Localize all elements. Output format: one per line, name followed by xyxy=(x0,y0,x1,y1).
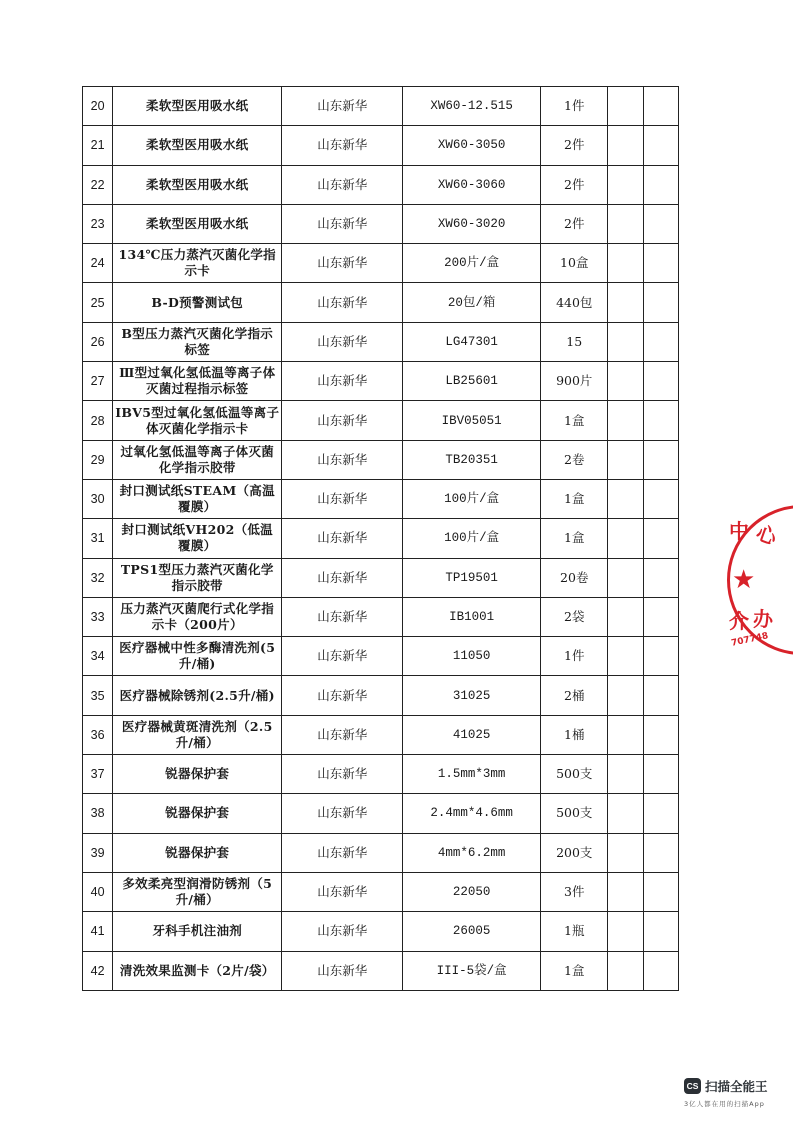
quantity-cell: 2件 xyxy=(541,204,608,243)
row-number-cell: 42 xyxy=(83,951,113,990)
item-name-cell: 柔软型医用吸水纸 xyxy=(113,204,282,243)
table-row xyxy=(83,204,679,243)
blank-cell-2 xyxy=(643,244,678,283)
item-name-cell: B-D预警测试包 xyxy=(113,283,282,322)
blank-cell-2 xyxy=(643,401,678,440)
blank-cell-1 xyxy=(608,322,643,361)
blank-cell-1 xyxy=(608,912,643,951)
manufacturer-cell: 山东新华 xyxy=(282,755,403,794)
spec-cell: XW60-3060 xyxy=(403,165,541,204)
spec-cell: 31025 xyxy=(403,676,541,715)
row-number-cell: 20 xyxy=(83,87,113,126)
row-number-cell: 25 xyxy=(83,283,113,322)
manufacturer-cell: 山东新华 xyxy=(282,872,403,911)
row-number-cell: 35 xyxy=(83,676,113,715)
row-number-cell: 39 xyxy=(83,833,113,872)
item-name-cell: 多效柔亮型润滑防锈剂（5升/桶） xyxy=(113,872,282,911)
spec-cell: IB1001 xyxy=(403,597,541,636)
item-name-cell: 锐器保护套 xyxy=(113,755,282,794)
manufacturer-cell: 山东新华 xyxy=(282,597,403,636)
quantity-cell: 500支 xyxy=(541,794,608,833)
blank-cell-1 xyxy=(608,204,643,243)
spec-cell: 11050 xyxy=(403,637,541,676)
spec-cell: 20包/箱 xyxy=(403,283,541,322)
quantity-cell: 1盒 xyxy=(541,479,608,518)
seal-char: 办 xyxy=(753,607,773,631)
table-row xyxy=(83,519,679,558)
table-row xyxy=(83,283,679,322)
table-row xyxy=(83,872,679,911)
row-number-cell: 36 xyxy=(83,715,113,754)
row-number-cell: 30 xyxy=(83,479,113,518)
item-name-cell: B型压力蒸汽灭菌化学指示标签 xyxy=(113,322,282,361)
manufacturer-cell: 山东新华 xyxy=(282,362,403,401)
spec-cell: XW60-3020 xyxy=(403,204,541,243)
table-row xyxy=(83,126,679,165)
quantity-cell: 15 xyxy=(541,322,608,361)
blank-cell-2 xyxy=(643,362,678,401)
seal-char: 中 xyxy=(729,519,749,543)
row-number-cell: 38 xyxy=(83,794,113,833)
item-name-cell: 医疗器械黄斑清洗剂（2.5升/桶） xyxy=(113,715,282,754)
quantity-cell: 200支 xyxy=(541,833,608,872)
row-number-cell: 33 xyxy=(83,597,113,636)
camscanner-watermark xyxy=(684,1078,789,1114)
blank-cell-2 xyxy=(643,322,678,361)
quantity-cell: 1件 xyxy=(541,87,608,126)
item-name-cell: 锐器保护套 xyxy=(113,794,282,833)
blank-cell-2 xyxy=(643,676,678,715)
manufacturer-cell: 山东新华 xyxy=(282,951,403,990)
blank-cell-1 xyxy=(608,794,643,833)
item-name-cell: 锐器保护套 xyxy=(113,833,282,872)
blank-cell-2 xyxy=(643,204,678,243)
row-number-cell: 29 xyxy=(83,440,113,479)
row-number-cell: 32 xyxy=(83,558,113,597)
spec-cell: 1.5mm*3mm xyxy=(403,755,541,794)
quantity-cell: 10盒 xyxy=(541,244,608,283)
blank-cell-1 xyxy=(608,597,643,636)
quantity-cell: 1盒 xyxy=(541,401,608,440)
quantity-cell: 20卷 xyxy=(541,558,608,597)
table-row xyxy=(83,794,679,833)
manufacturer-cell: 山东新华 xyxy=(282,165,403,204)
manufacturer-cell: 山东新华 xyxy=(282,637,403,676)
row-number-cell: 23 xyxy=(83,204,113,243)
item-name-cell: Ⅲ型过氧化氢低温等离子体灭菌过程指示标签 xyxy=(113,362,282,401)
spec-cell: 4mm*6.2mm xyxy=(403,833,541,872)
item-name-cell: 柔软型医用吸水纸 xyxy=(113,126,282,165)
quantity-cell: 440包 xyxy=(541,283,608,322)
spec-cell: 22050 xyxy=(403,872,541,911)
table-row xyxy=(83,322,679,361)
row-number-cell: 28 xyxy=(83,401,113,440)
quantity-cell: 500支 xyxy=(541,755,608,794)
table-row xyxy=(83,401,679,440)
manufacturer-cell: 山东新华 xyxy=(282,401,403,440)
quantity-cell: 2桶 xyxy=(541,676,608,715)
blank-cell-1 xyxy=(608,755,643,794)
quantity-cell: 1瓶 xyxy=(541,912,608,951)
manufacturer-cell: 山东新华 xyxy=(282,440,403,479)
table-row xyxy=(83,715,679,754)
blank-cell-1 xyxy=(608,165,643,204)
item-name-cell: IBV5型过氧化氢低温等离子体灭菌化学指示卡 xyxy=(113,401,282,440)
blank-cell-1 xyxy=(608,558,643,597)
manufacturer-cell: 山东新华 xyxy=(282,322,403,361)
quantity-cell: 2卷 xyxy=(541,440,608,479)
official-red-seal xyxy=(727,505,793,655)
blank-cell-2 xyxy=(643,440,678,479)
row-number-cell: 21 xyxy=(83,126,113,165)
blank-cell-1 xyxy=(608,362,643,401)
manufacturer-cell: 山东新华 xyxy=(282,244,403,283)
table-row xyxy=(83,87,679,126)
blank-cell-2 xyxy=(643,283,678,322)
blank-cell-1 xyxy=(608,833,643,872)
item-name-cell: 134℃压力蒸汽灭菌化学指示卡 xyxy=(113,244,282,283)
quantity-cell: 900片 xyxy=(541,362,608,401)
table-row xyxy=(83,597,679,636)
watermark-subtitle: 3亿人都在用的扫描App xyxy=(684,1100,765,1108)
row-number-cell: 34 xyxy=(83,637,113,676)
blank-cell-1 xyxy=(608,479,643,518)
quantity-cell: 2件 xyxy=(541,126,608,165)
manufacturer-cell: 山东新华 xyxy=(282,87,403,126)
camscanner-logo-icon: CS xyxy=(684,1078,701,1094)
quantity-cell: 1盒 xyxy=(541,951,608,990)
manufacturer-cell: 山东新华 xyxy=(282,912,403,951)
table-row xyxy=(83,951,679,990)
blank-cell-1 xyxy=(608,87,643,126)
manufacturer-cell: 山东新华 xyxy=(282,558,403,597)
quantity-cell: 1盒 xyxy=(541,519,608,558)
row-number-cell: 22 xyxy=(83,165,113,204)
blank-cell-2 xyxy=(643,872,678,911)
spec-cell: 100片/盒 xyxy=(403,479,541,518)
manufacturer-cell: 山东新华 xyxy=(282,794,403,833)
table-row xyxy=(83,479,679,518)
manufacturer-cell: 山东新华 xyxy=(282,283,403,322)
blank-cell-1 xyxy=(608,676,643,715)
table-row xyxy=(83,912,679,951)
spec-cell: LG47301 xyxy=(403,322,541,361)
row-number-cell: 24 xyxy=(83,244,113,283)
manufacturer-cell: 山东新华 xyxy=(282,833,403,872)
table-row xyxy=(83,244,679,283)
blank-cell-2 xyxy=(643,794,678,833)
quantity-cell: 3件 xyxy=(541,872,608,911)
table-row xyxy=(83,833,679,872)
row-number-cell: 41 xyxy=(83,912,113,951)
spec-cell: LB25601 xyxy=(403,362,541,401)
blank-cell-1 xyxy=(608,283,643,322)
blank-cell-1 xyxy=(608,519,643,558)
item-name-cell: 医疗器械除锈剂(2.5升/桶) xyxy=(113,676,282,715)
table-row xyxy=(83,558,679,597)
item-name-cell: 医疗器械中性多酶清洗剂(5升/桶) xyxy=(113,637,282,676)
blank-cell-1 xyxy=(608,440,643,479)
blank-cell-2 xyxy=(643,637,678,676)
quantity-cell: 2件 xyxy=(541,165,608,204)
watermark-title: 扫描全能王 xyxy=(705,1079,768,1094)
spec-cell: III-5袋/盒 xyxy=(403,951,541,990)
row-number-cell: 37 xyxy=(83,755,113,794)
blank-cell-2 xyxy=(643,597,678,636)
table-row xyxy=(83,165,679,204)
spec-cell: 200片/盒 xyxy=(403,244,541,283)
item-name-cell: 清洗效果监测卡（2片/袋） xyxy=(113,951,282,990)
manufacturer-cell: 山东新华 xyxy=(282,715,403,754)
blank-cell-1 xyxy=(608,872,643,911)
spec-cell: XW60-12.515 xyxy=(403,87,541,126)
manufacturer-cell: 山东新华 xyxy=(282,126,403,165)
blank-cell-2 xyxy=(643,479,678,518)
spec-cell: TP19501 xyxy=(403,558,541,597)
blank-cell-2 xyxy=(643,87,678,126)
blank-cell-1 xyxy=(608,637,643,676)
quantity-cell: 1件 xyxy=(541,637,608,676)
row-number-cell: 26 xyxy=(83,322,113,361)
manufacturer-cell: 山东新华 xyxy=(282,676,403,715)
spec-cell: 100片/盒 xyxy=(403,519,541,558)
manufacturer-cell: 山东新华 xyxy=(282,479,403,518)
item-name-cell: 压力蒸汽灭菌爬行式化学指示卡（200片） xyxy=(113,597,282,636)
table-row xyxy=(83,755,679,794)
blank-cell-2 xyxy=(643,951,678,990)
item-name-cell: 过氧化氢低温等离子体灭菌化学指示胶带 xyxy=(113,440,282,479)
seal-code: 707748 xyxy=(730,631,770,649)
item-name-cell: 柔软型医用吸水纸 xyxy=(113,165,282,204)
item-name-cell: 牙科手机注油剂 xyxy=(113,912,282,951)
item-name-cell: 封口测试纸STEAM（高温覆膜） xyxy=(113,479,282,518)
inventory-table xyxy=(82,86,679,991)
spec-cell: 26005 xyxy=(403,912,541,951)
quantity-cell: 2袋 xyxy=(541,597,608,636)
blank-cell-1 xyxy=(608,126,643,165)
manufacturer-cell: 山东新华 xyxy=(282,204,403,243)
spec-cell: 41025 xyxy=(403,715,541,754)
blank-cell-1 xyxy=(608,951,643,990)
blank-cell-2 xyxy=(643,165,678,204)
manufacturer-cell: 山东新华 xyxy=(282,519,403,558)
quantity-cell: 1桶 xyxy=(541,715,608,754)
blank-cell-2 xyxy=(643,558,678,597)
spec-cell: 2.4mm*4.6mm xyxy=(403,794,541,833)
item-name-cell: TPS1型压力蒸汽灭菌化学指示胶带 xyxy=(113,558,282,597)
blank-cell-1 xyxy=(608,401,643,440)
blank-cell-2 xyxy=(643,126,678,165)
blank-cell-1 xyxy=(608,244,643,283)
seal-char: 介 xyxy=(729,609,749,633)
blank-cell-2 xyxy=(643,833,678,872)
table-row xyxy=(83,637,679,676)
row-number-cell: 27 xyxy=(83,362,113,401)
spec-cell: XW60-3050 xyxy=(403,126,541,165)
seal-star-icon: ★ xyxy=(732,565,756,595)
row-number-cell: 31 xyxy=(83,519,113,558)
row-number-cell: 40 xyxy=(83,872,113,911)
blank-cell-1 xyxy=(608,715,643,754)
spec-cell: IBV05051 xyxy=(403,401,541,440)
item-name-cell: 柔软型医用吸水纸 xyxy=(113,87,282,126)
blank-cell-2 xyxy=(643,519,678,558)
table-row xyxy=(83,362,679,401)
table-row xyxy=(83,676,679,715)
blank-cell-2 xyxy=(643,755,678,794)
spec-cell: TB20351 xyxy=(403,440,541,479)
blank-cell-2 xyxy=(643,715,678,754)
blank-cell-2 xyxy=(643,912,678,951)
seal-char: 心 xyxy=(752,520,780,550)
item-name-cell: 封口测试纸VH202（低温覆膜） xyxy=(113,519,282,558)
table-row xyxy=(83,440,679,479)
